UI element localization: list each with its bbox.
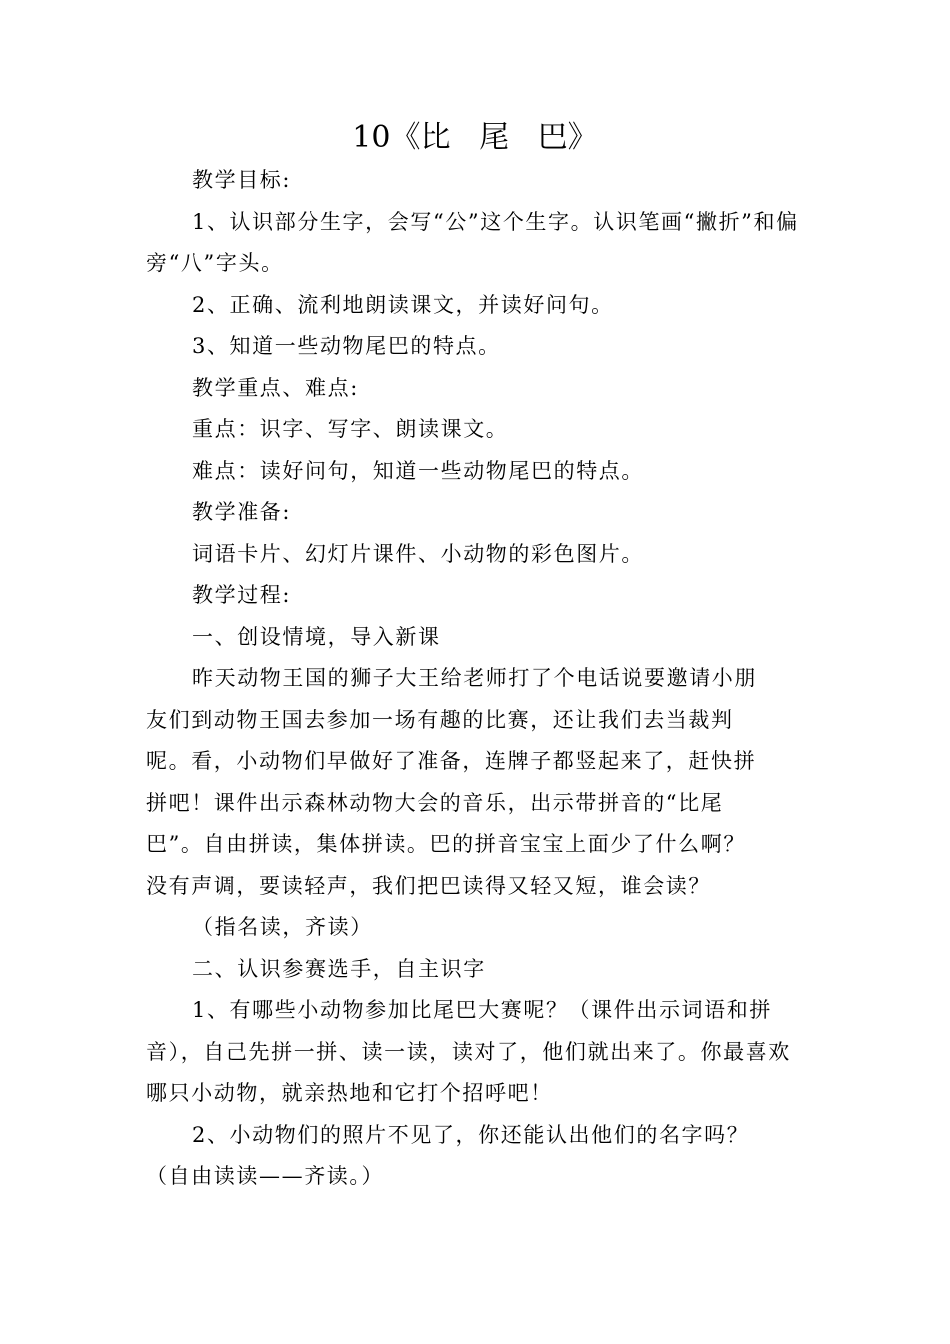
- paragraph-section-2-heading: 二、认识参赛选手，自主识字: [192, 956, 486, 981]
- paragraph-preparation-heading: 教学准备:: [192, 500, 292, 524]
- story-line: 没有声调，要读轻声，我们把巴读得又轻又短，谁会读？: [146, 873, 711, 898]
- paragraph-key-points-heading: 教学重点、难点:: [192, 375, 359, 400]
- paragraph-objective-3: 3、知道一些动物尾巴的特点。: [192, 334, 501, 358]
- paragraph-objectives-heading: 教学目标:: [192, 168, 292, 192]
- paragraph-story: [146, 658, 806, 907]
- paragraph-preparation: 词语卡片、幻灯片课件、小动物的彩色图片。: [192, 541, 644, 566]
- document-body: [146, 160, 806, 1198]
- paragraph-reading-note: （指名读，齐读）: [192, 915, 373, 939]
- story-line: 友们到动物王国去参加一场有趣的比赛，还让我们去当裁判: [146, 707, 734, 732]
- story-line: 拼吧！课件出示森林动物大会的音乐，出示带拼音的“比尾: [146, 790, 724, 815]
- paragraph-section-1-heading: 一、创设情境，导入新课: [192, 624, 441, 649]
- paragraph-step-2-note: （自由读读——齐读。）: [146, 1164, 385, 1188]
- paragraph-difficult-point: 难点：读好问句，知道一些动物尾巴的特点。: [192, 458, 644, 483]
- paragraph-objective-2: 2、正确、流利地朗读课文，并读好问句。: [192, 292, 614, 317]
- story-line: 巴”。自由拼读，集体拼读。巴的拼音宝宝上面少了什么啊？: [146, 832, 746, 856]
- paragraph-step-2: 2、小动物们的照片不见了，你还能认出他们的名字吗？: [192, 1122, 750, 1147]
- story-line: 呢。看，小动物们早做好了准备，连牌子都竖起来了，赶快拼: [146, 749, 757, 773]
- paragraph-process-heading: 教学过程:: [192, 583, 292, 607]
- lesson-title: 10《比 尾 巴》: [352, 120, 598, 155]
- paragraph-key-point: 重点：识字、写字、朗读课文。: [192, 417, 509, 441]
- story-line: 昨天动物王国的狮子大王给老师打了个电话说要邀请小朋: [192, 666, 757, 690]
- paragraph-objective-1: 1、认识部分生字，会写“公”这个生字。认识笔画“撇折”和偏旁“八”字头。: [146, 209, 799, 275]
- paragraph-step-1: 1、有哪些小动物参加比尾巴大赛呢？（课件出示词语和拼音），自己先拼一拼、读一读，读对了，他们就出来了。你最喜欢哪只小动物，就亲热地和它打个招呼吧！: [146, 998, 791, 1105]
